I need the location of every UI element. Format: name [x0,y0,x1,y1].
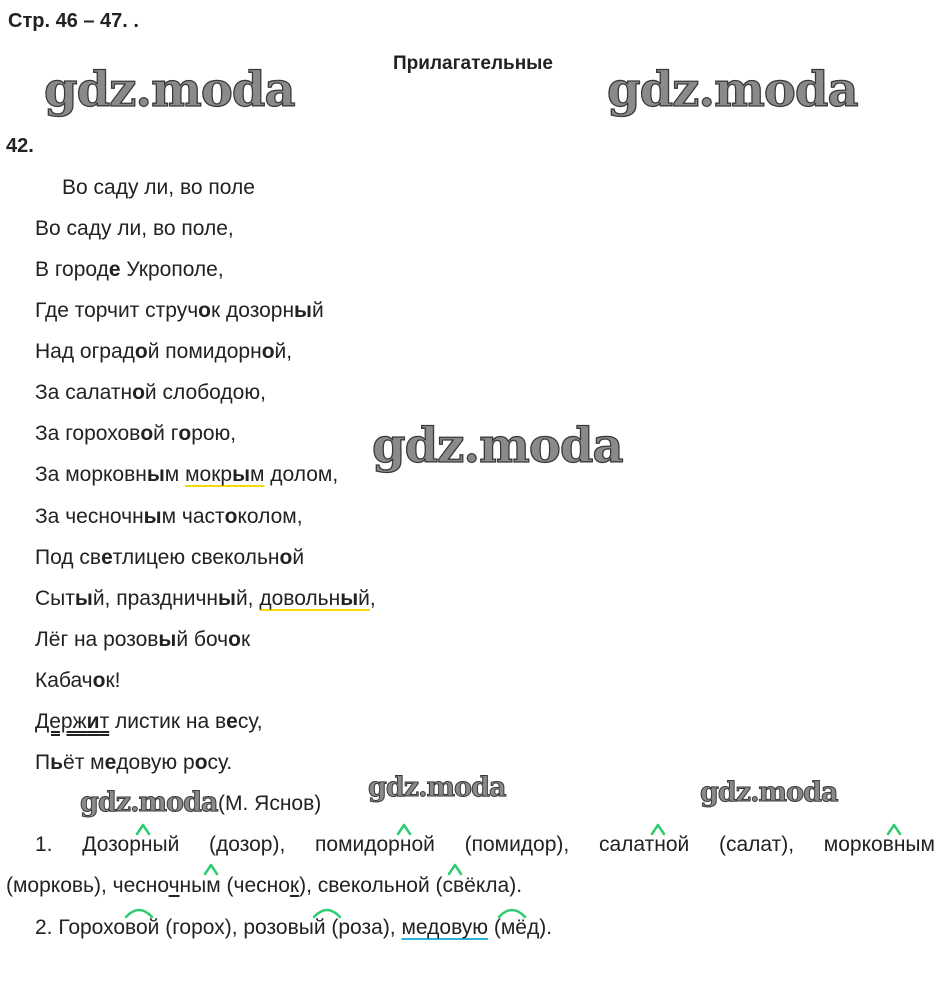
answer-line-2: (морковь), чесночным (чеснок), свекольной (свёкла). [6,874,523,897]
answer-line-1 [35,833,935,857]
poem-line: За чесночным частоколом, [35,505,303,528]
answer-word: салатной [598,833,690,856]
answer-word: Дозорный [82,833,180,856]
section-title: Прилагательные [393,53,553,74]
page-header: Стр. 46 – 47. . [8,10,139,32]
answer-word: морковным [823,833,935,856]
suffix-mark-icon [447,862,463,876]
answer-word: 1. [35,833,53,856]
poem-line: За гороховой горою, [35,422,237,445]
poem-line: Пьёт медовую росу. [35,751,233,774]
poem-line: Кабачок! [35,669,121,692]
answer-word: (салат), [718,833,795,856]
suffix-mark-icon [124,903,154,919]
suffix-mark-icon [650,822,666,836]
exercise-number: 42. [6,135,34,157]
poem-title: Во саду ли, во поле [62,176,255,199]
poem-line: За морковным мокрым долом, [35,463,339,486]
answer-line-3: 2. Гороховой (горох), розовый (роза), медовую (мёд). [35,916,553,939]
answer-word: (дозор), [209,833,286,856]
suffix-mark-icon [312,903,342,919]
poem-line: Держит листик на весу, [35,710,263,733]
poem-line: Под светлицею свекольной [35,546,305,569]
watermark-logo: gdz.moda [368,772,506,803]
poem-line: За салатной слободою, [35,381,266,404]
watermark-logo: gdz.moda [80,787,218,818]
watermark-logo: gdz.moda [372,418,623,474]
poem-line: Сытый, праздничный, довольный, [35,587,376,610]
watermark-logo: gdz.moda [44,62,295,118]
watermark-logo: gdz.moda [700,777,838,808]
answer-word: помидорной [315,833,435,856]
poem-line: Над оградой помидорной, [35,340,293,363]
answer-word: (помидор), [464,833,570,856]
poem-line: Где торчит стручок дозорный [35,299,324,322]
poem-author: (М. Яснов) [218,792,322,815]
suffix-mark-icon [203,862,219,876]
poem-line: Лёг на розовый бочок [35,628,251,651]
watermark-logo: gdz.moda [607,62,858,118]
poem-line: Во саду ли, во поле, [35,217,234,240]
suffix-mark-icon [497,903,527,919]
suffix-mark-icon [396,822,412,836]
suffix-mark-icon [135,822,151,836]
suffix-mark-icon [886,822,902,836]
poem-line: В городе Укрополе, [35,258,224,281]
